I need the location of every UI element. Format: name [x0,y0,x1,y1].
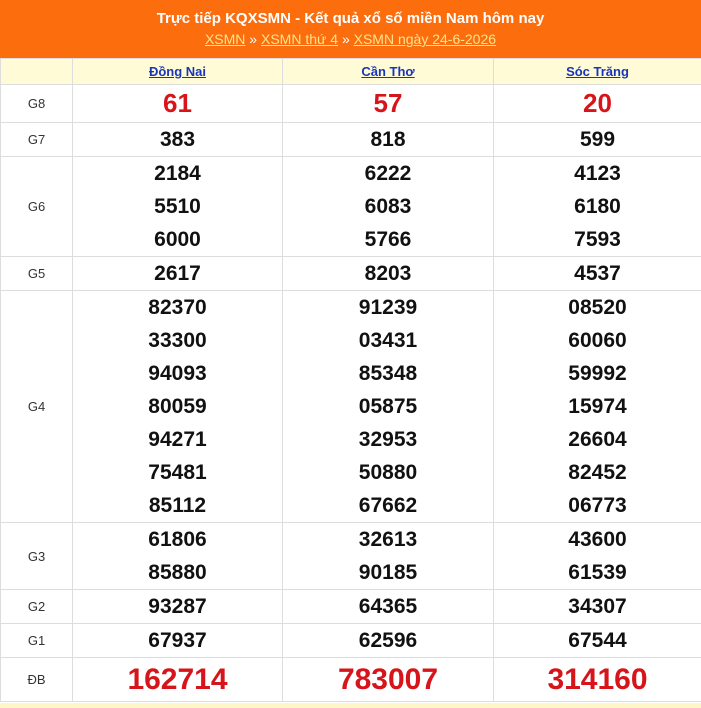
result-number: 33300 [148,329,207,352]
breadcrumb-xsmn-thu-4[interactable]: XSMN thứ 4 [260,31,339,47]
result-number: 4537 [574,262,621,285]
result-number: 80059 [148,395,207,418]
province-link-soc-trang[interactable]: Sóc Trăng [494,59,701,85]
province-link-can-tho[interactable]: Cần Thơ [283,59,494,85]
prize-label: G7 [1,123,73,157]
result-number: 162714 [127,663,228,696]
result-cell [283,157,494,257]
prize-row-g8 [1,85,701,123]
result-number: 61539 [568,561,627,584]
prize-label: G3 [1,523,73,590]
result-number: 82452 [568,461,627,484]
result-number: 08520 [568,296,627,319]
prize-row-g2 [1,590,701,624]
result-number: 6180 [574,195,621,218]
breadcrumb-xsmn[interactable]: XSMN [204,31,246,47]
result-number: 62596 [358,629,418,652]
prize-label: G6 [1,157,73,257]
result-cell [73,123,283,157]
prize-label: G2 [1,590,73,624]
result-number: 314160 [547,663,648,696]
result-number: 5766 [364,228,412,251]
result-number: 32953 [358,428,418,451]
prize-row-g5 [1,257,701,291]
result-number: 85880 [148,561,207,584]
result-cell [73,85,283,123]
result-cell [73,523,283,590]
result-number: 61 [163,88,192,118]
result-number: 6083 [364,195,412,218]
result-number: 599 [579,128,616,151]
result-cell [73,291,283,523]
page-header [0,0,701,58]
result-number: 67937 [148,629,207,652]
prize-label: G8 [1,85,73,123]
results-body [1,85,701,702]
prize-label: G1 [1,624,73,658]
result-cell [494,157,701,257]
result-cell [494,257,701,291]
province-link-dong-nai[interactable]: Đồng Nai [73,59,283,85]
result-cell [494,85,701,123]
result-number: 59992 [568,362,627,385]
breadcrumb-xsmn-date[interactable]: XSMN ngày 24-6-2026 [353,31,497,47]
result-cell [283,658,494,702]
result-number: 8203 [364,262,412,285]
result-number: 15974 [568,395,627,418]
bottom-bar [0,703,701,708]
result-number: 6000 [154,228,201,251]
prize-row-đb [1,658,701,702]
prize-row-g4 [1,291,701,523]
result-cell [494,291,701,523]
result-number: 91239 [358,296,418,319]
prize-column-header [1,59,73,85]
prize-row-g6 [1,157,701,257]
result-number: 2617 [154,262,201,285]
prize-label: G5 [1,257,73,291]
result-cell [494,658,701,702]
result-number: 67544 [568,629,627,652]
result-number: 64365 [358,595,418,618]
breadcrumb [0,29,701,49]
result-number: 818 [370,128,406,151]
result-number: 4123 [574,162,621,185]
prize-label: ĐB [1,658,73,702]
prize-row-g3 [1,523,701,590]
table-header-row [1,59,701,85]
result-number: 57 [373,88,403,118]
result-cell [494,123,701,157]
result-number: 06773 [568,494,627,517]
result-number: 20 [583,88,612,118]
result-cell [494,590,701,624]
result-number: 783007 [337,663,439,696]
result-cell [283,123,494,157]
result-number: 6222 [364,162,412,185]
result-number: 7593 [574,228,621,251]
result-cell [283,523,494,590]
result-number: 90185 [358,561,418,584]
result-cell [283,590,494,624]
result-number: 5510 [154,195,201,218]
result-cell [283,624,494,658]
result-number: 05875 [358,395,418,418]
page-title: Trực tiếp KQXSMN - Kết quả xổ số miền Nam hôm nay [156,10,545,27]
result-cell [73,590,283,624]
result-number: 60060 [568,329,627,352]
result-number: 50880 [358,461,418,484]
result-number: 94271 [148,428,207,451]
result-number: 85348 [358,362,418,385]
result-cell [73,624,283,658]
result-number: 43600 [568,528,627,551]
result-cell [283,85,494,123]
result-cell [73,257,283,291]
result-number: 32613 [358,528,418,551]
result-number: 383 [159,128,196,151]
result-number: 75481 [148,461,207,484]
result-number: 26604 [568,428,627,451]
result-cell [283,257,494,291]
prize-row-g7 [1,123,701,157]
result-number: 61806 [148,528,207,551]
results-table [0,58,701,702]
result-number: 34307 [568,595,627,618]
result-number: 85112 [148,494,207,517]
prize-label: G4 [1,291,73,523]
breadcrumb-separator: » [341,31,350,47]
result-number: 2184 [154,162,201,185]
result-cell [73,658,283,702]
prize-row-g1 [1,624,701,658]
breadcrumb-separator: » [249,31,258,47]
result-number: 94093 [148,362,207,385]
result-cell [494,624,701,658]
result-number: 82370 [148,296,207,319]
result-number: 67662 [358,494,418,517]
result-number: 03431 [358,329,418,352]
result-cell [73,157,283,257]
result-number: 93287 [148,595,207,618]
result-cell [283,291,494,523]
result-cell [494,523,701,590]
